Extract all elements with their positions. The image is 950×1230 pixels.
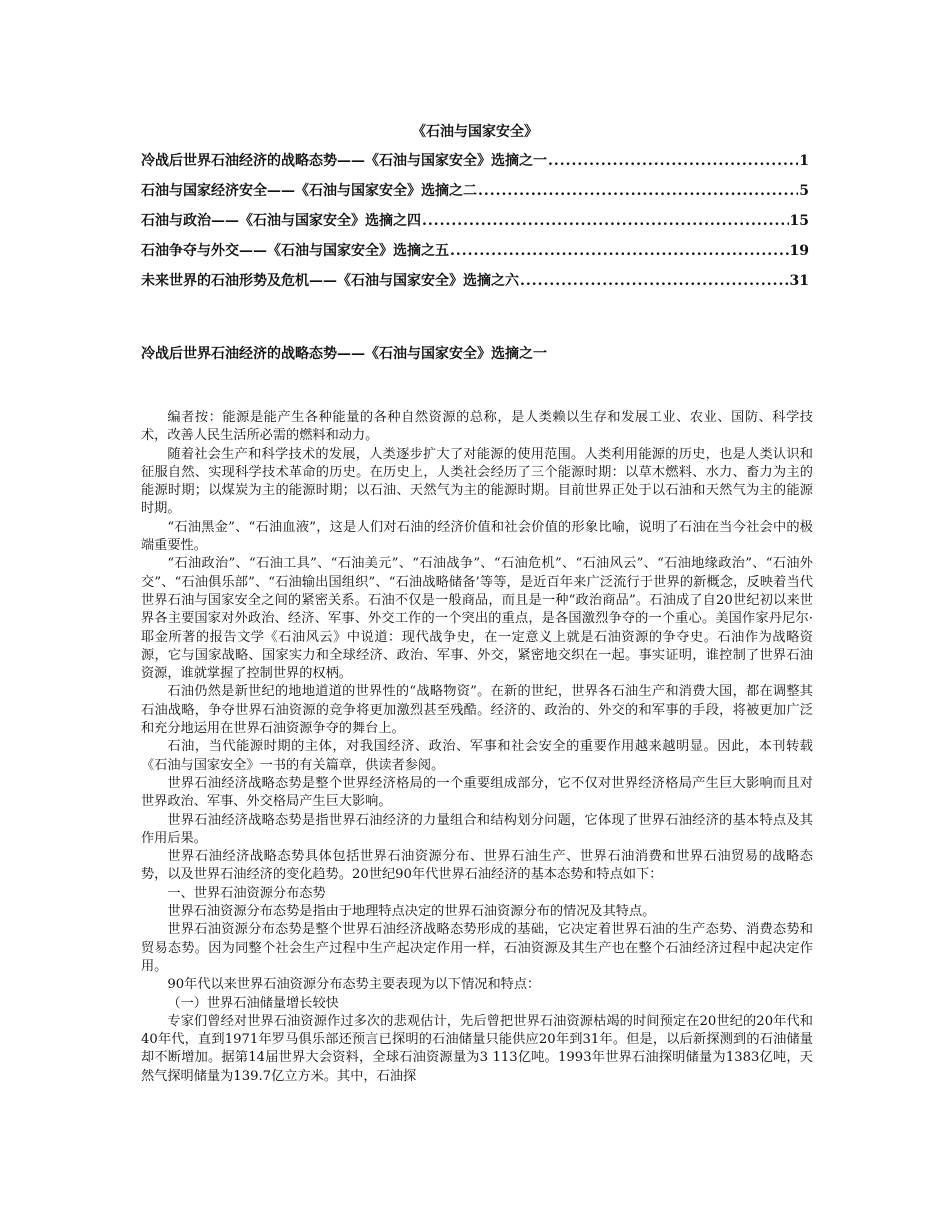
paragraph: 世界石油资源分布态势是整个世界石油经济战略态势形成的基础，它决定着世界石油的生产态势、消费态势和贸易态势。因为同整个社会生产过程中生产起决定作用一样，石油资源及其生产也在整个石油经济过程中起决定作用。 [141,922,813,974]
paragraph: 世界石油经济战略态势是整个世界经济格局的一个重要组成部分，它不仅对世界经济格局产生巨大影响而且对世界政治、军事、外交格局产生巨大影响。 [141,775,813,810]
toc-entry-title: 石油与政治——《石油与国家安全》选摘之四 [141,213,421,229]
toc-entry-page: 19 [789,243,809,259]
toc-entry-title: 未来世界的石油形势及危机——《石油与国家安全》选摘之六 [141,273,519,289]
toc-entry-page: 1 [799,153,809,169]
toc-leader-dots [450,243,789,259]
document-title: 《石油与国家安全》 [412,124,538,140]
toc-entry[interactable] [141,180,809,210]
toc-leader-dots [548,153,798,169]
paragraph: 石油仍然是新世纪的地地道道的世界性的“战略物资”。在新的世纪，世界各石油生产和消费大国，都在调整其石油战略，争夺世界石油资源的竞争将更加激烈甚至残酷。经济的、政治的、外交的和军事的手段，将被更加广泛和充分地运用在世界石油资源争夺的舞台上。 [141,684,813,737]
toc-leader-dots [520,273,789,289]
toc-entry-title: 冷战后世界石油经济的战略态势——《石油与国家安全》选摘之一 [141,153,547,169]
toc-entry[interactable] [141,210,809,240]
toc-entry-page: 31 [789,273,809,289]
toc-leader-dots [478,183,798,199]
paragraph: “石油政治”、“石油工具”、“石油美元”、“石油战争”、“石油危机”、“石油风云”、“石油地缘政治”、“石油外交”、“石油俱乐部”、“石油输出国组织”、“石油战略储备’等等，是近百年来广泛流行于世界的新概念，反映着当代世界石油与国家安全之间的紧密关系。石油不仅是一般商品，而且是一种“政治商品”。石油成了自20世纪初以来世界各主要国家对外政治、经济、军事、外交工作的一个突出的重点，是各国激烈争夺的一个重心。美国作家丹尼尔·耶金所著的报告文学《石油风云》中说道：现代战争史，在一定意义上就是石油资源的争夺史。石油作为战略资源，它与国家战略、国家实力和全球经济、政治、军事、外交，紧密地交织在一起。事实证明，谁控制了世界石油资源，谁就掌握了控制世界的权柄。 [141,556,813,682]
paragraph: 90年代以来世界石油资源分布态势主要表现为以下情况和特点： [167,977,541,993]
paragraph: 世界石油经济战略态势是指世界石油经济的力量组合和结构划分问题，它体现了世界石油经济的基本特点及其作用后果。 [141,812,813,846]
paragraph: 世界石油经济战略态势具体包括世界石油资源分布、世界石油生产、世界石油消费和世界石油贸易的战略态势，以及世界石油经济的变化趋势。20世纪90年代世界石油经济的基本态势和特点如下： [141,849,813,883]
paragraph: “石油黑金”、“石油血液”，这是人们对石油的经济价值和社会价值的形象比喻，说明了石油在当今社会中的极端重要性。 [141,519,813,554]
toc-entry[interactable] [141,150,809,180]
toc-entry[interactable] [141,270,809,300]
paragraph: 随着社会生产和科学技术的发展，人类逐步扩大了对能源的使用范围。人类利用能源的历史，也是人类认识和征服自然、实现科学技术革命的历史。在历史上，人类社会经历了三个能源时期：以草木燃料、水力、畜力为主的能源时期；以煤炭为主的能源时期；以石油、天然气为主的能源时期。目前世界正处于以石油和天然气为主的能源时期。 [141,446,813,517]
paragraph: 石油，当代能源时期的主体，对我国经济、政治、军事和社会安全的重要作用越来越明显。因此，本刊转载《石油与国家安全》一书的有关篇章，供读者参阅。 [141,739,813,773]
subheading: （一）世界石油储量增长较快 [167,995,339,1011]
toc-entry-page: 5 [799,183,809,199]
toc-entry[interactable] [141,240,809,270]
paragraph: 编者按：能源是能产生各种能量的各种自然资源的总称，是人类赖以生存和发展工业、农业、国防、科学技术，改善人民生活所必需的燃料和动力。 [141,410,813,444]
article-body [141,409,813,1086]
toc-entry-title: 石油争夺与外交——《石油与国家安全》选摘之五 [141,243,449,259]
toc-entry-title: 石油与国家经济安全——《石油与国家安全》选摘之二 [141,183,477,199]
paragraph: 专家们曾经对世界石油资源作过多次的悲观估计，先后曾把世界石油资源枯竭的时间预定在20世纪的20年代和40年代，直到1971年罗马俱乐部还预言已探明的石油储量只能供应20年到31年。但是，以后新探测到的石油储量却不断增加。据第14届世界大会资料，全球石油资源量为3 113亿吨。1993年世界石油探明储量为1383亿吨，天然气探明储量为139.7亿立方米。其中，石油探 [141,1013,813,1084]
table-of-contents [141,150,809,300]
subheading: 一、世界石油资源分布态势 [167,885,326,901]
section-heading: 冷战后世界石油经济的战略态势——《石油与国家安全》选摘之一 [141,346,547,362]
toc-leader-dots [422,213,789,229]
paragraph: 世界石油资源分布态势是指由于地理特点决定的世界石油资源分布的情况及其特点。 [167,904,656,920]
toc-entry-page: 15 [789,213,809,229]
